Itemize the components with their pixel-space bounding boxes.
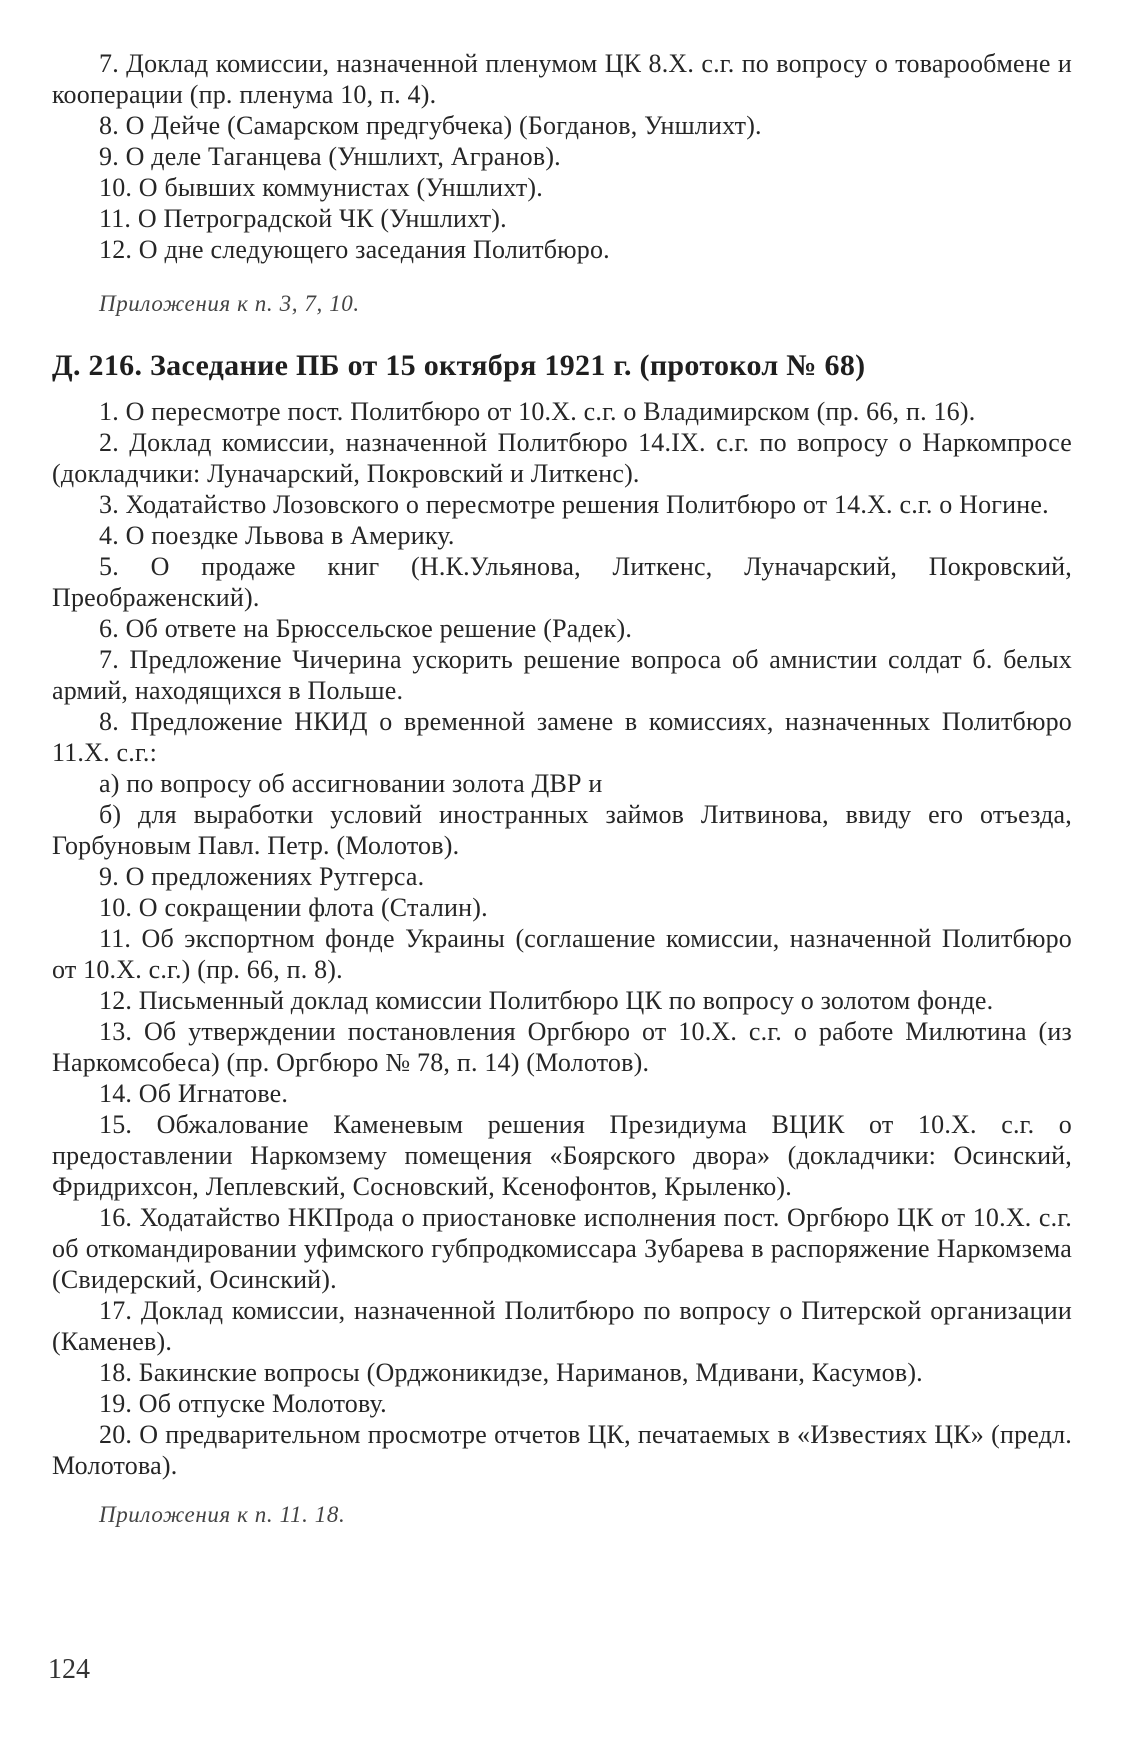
- page-number: 124: [48, 1654, 90, 1685]
- section-heading: Д. 216. Заседание ПБ от 15 октября 1921 г. (протокол № 68): [52, 349, 866, 382]
- agenda-item: 16. Ходатайство НКПрода о приостановке исполнения пост. Оргбюро ЦК от 10.Х. с.г. об откомандировании уфимского губпродкомиссара Зубарева в распоряжение Наркомзема (Свидерский, Осинский).: [52, 1203, 1072, 1294]
- agenda-item: 11. О Петроградской ЧК (Уншлихт).: [99, 204, 507, 233]
- agenda-item: 2. Доклад комиссии, назначенной Политбюро 14.IX. с.г. по вопросу о Наркомпросе (докладчики: Луначарский, Покровский и Литкенс).: [52, 428, 1072, 488]
- agenda-item: 13. Об утверждении постановления Оргбюро от 10.Х. с.г. о работе Милютина (из Наркомсобеса) (пр. Оргбюро № 78, п. 14) (Молотов).: [52, 1017, 1072, 1077]
- agenda-item: 10. О сокращении флота (Сталин).: [99, 893, 488, 922]
- agenda-item: 15. Обжалование Каменевым решения Президиума ВЦИК от 10.Х. с.г. о предоставлении Наркомзему помещения «Боярского двора» (докладчики: Осинский, Фридрихсон, Леплевский, Сосновский, Ксенофонтов, Крыленко).: [52, 1110, 1072, 1201]
- agenda-subitem: а) по вопросу об ассигновании золота ДВР и: [99, 769, 603, 798]
- agenda-item: 1. О пересмотре пост. Политбюро от 10.Х. с.г. о Владимирском (пр. 66, п. 16).: [99, 397, 976, 426]
- agenda-item: 9. О деле Таганцева (Уншлихт, Агранов).: [99, 142, 561, 171]
- agenda-item: 5. О продаже книг (Н.К.Ульянова, Литкенс, Луначарский, Покровский, Преображенский).: [52, 552, 1072, 612]
- agenda-subitem: б) для выработки условий иностранных займов Литвинова, ввиду его отъезда, Горбуновым Павл. Петр. (Молотов).: [52, 800, 1072, 860]
- agenda-list: [52, 396, 1072, 1481]
- agenda-item: 8. Предложение НКИД о временной замене в комиссиях, назначенных Политбюро 11.Х. с.г.:: [52, 707, 1072, 767]
- agenda-item: 19. Об отпуске Молотову.: [99, 1389, 387, 1418]
- agenda-item: 8. О Дейче (Самарском предгубчека) (Богданов, Уншлихт).: [99, 111, 762, 140]
- appendix-note: Приложения к п. 11. 18.: [99, 1502, 346, 1527]
- agenda-item: 10. О бывших коммунистах (Уншлихт).: [99, 173, 543, 202]
- agenda-item: 20. О предварительном просмотре отчетов ЦК, печатаемых в «Известиях ЦК» (предл. Молотова).: [52, 1420, 1072, 1480]
- agenda-item: 7. Доклад комиссии, назначенной пленумом ЦК 8.Х. с.г. по вопросу о товарообмене и кооперации (пр. пленума 10, п. 4).: [52, 49, 1072, 109]
- agenda-item: 9. О предложениях Рутгерса.: [99, 862, 425, 891]
- agenda-item: 7. Предложение Чичерина ускорить решение вопроса об амнистии солдат б. белых армий, находящихся в Польше.: [52, 645, 1072, 705]
- agenda-item: 3. Ходатайство Лозовского о пересмотре решения Политбюро от 14.Х. с.г. о Ногине.: [99, 490, 1049, 519]
- agenda-item: 12. О дне следующего заседания Политбюро.: [99, 235, 610, 264]
- agenda-item: 18. Бакинские вопросы (Орджоникидзе, Нариманов, Мдивани, Касумов).: [99, 1358, 923, 1387]
- agenda-item: 6. Об ответе на Брюссельское решение (Радек).: [99, 614, 633, 643]
- agenda-item: 4. О поездке Львова в Америку.: [99, 521, 455, 550]
- agenda-item: 14. Об Игнатове.: [99, 1079, 289, 1108]
- agenda-list-continued: [52, 48, 1072, 265]
- agenda-item: 11. Об экспортном фонде Украины (соглашение комиссии, назначенной Политбюро от 10.Х. с.г.) (пр. 66, п. 8).: [52, 924, 1072, 984]
- agenda-item: 17. Доклад комиссии, назначенной Политбюро по вопросу о Питерской организации (Каменев).: [52, 1296, 1072, 1356]
- agenda-item: 12. Письменный доклад комиссии Политбюро ЦК по вопросу о золотом фонде.: [99, 986, 994, 1015]
- document-page: [52, 48, 1072, 1530]
- appendix-note: Приложения к п. 3, 7, 10.: [99, 291, 360, 316]
